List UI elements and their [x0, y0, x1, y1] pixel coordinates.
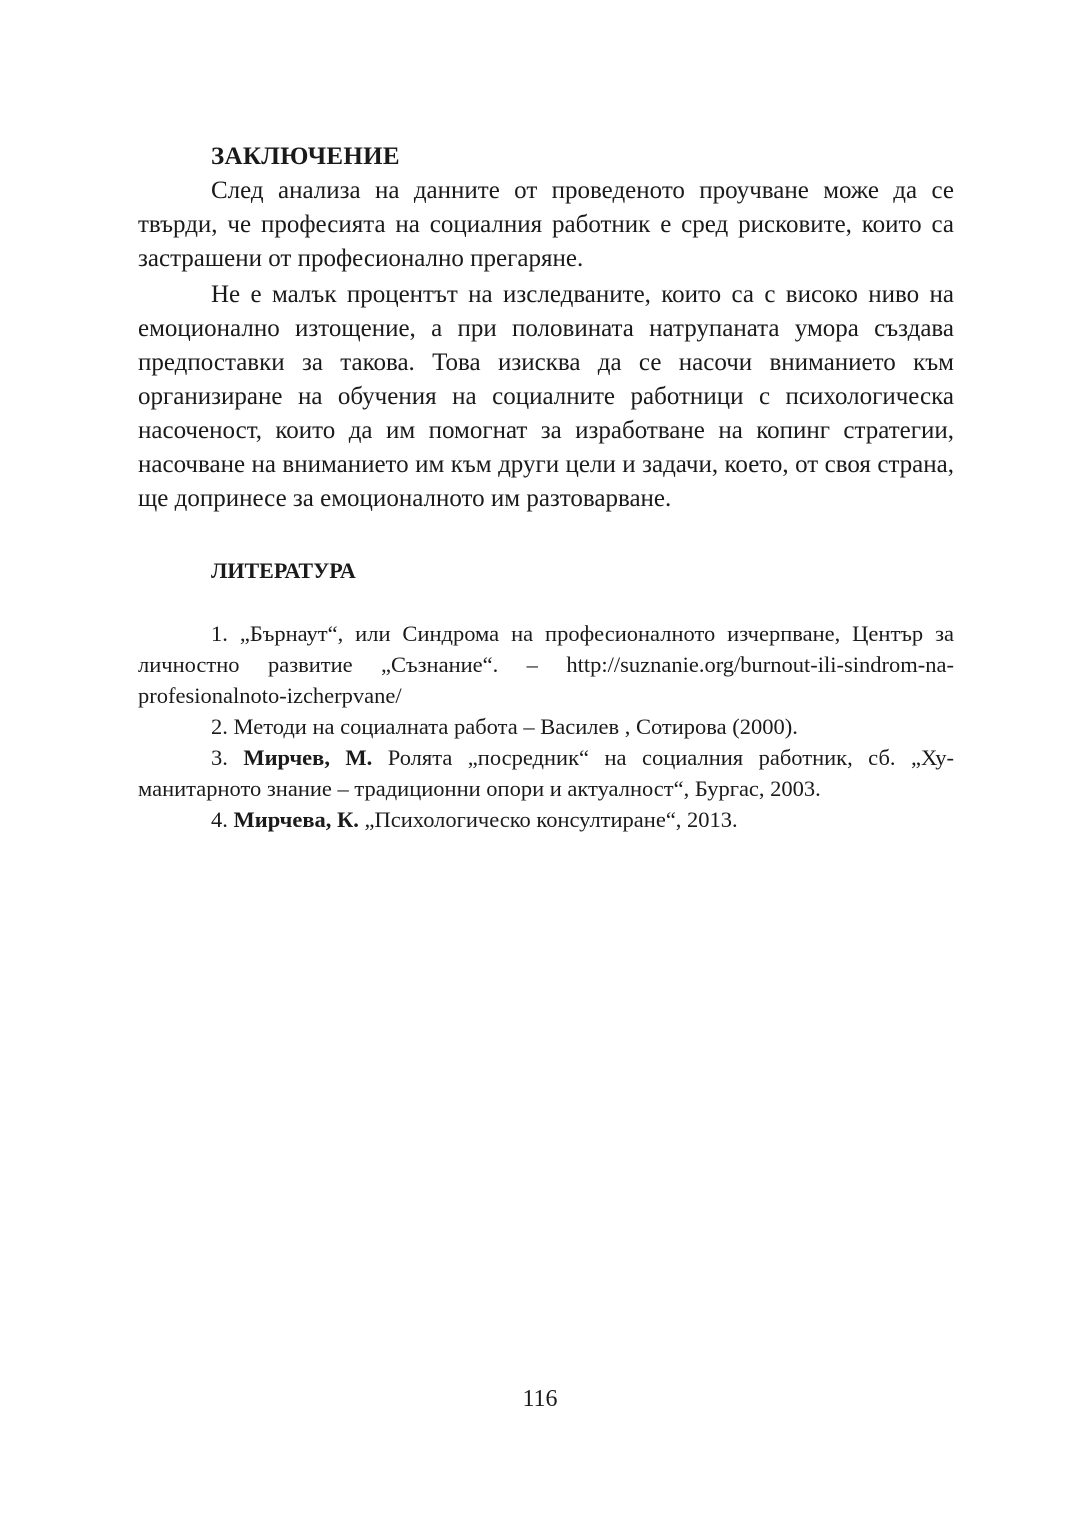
page-content — [138, 140, 954, 835]
conclusion-section — [138, 174, 954, 516]
reference-number: 2. — [211, 714, 228, 739]
conclusion-paragraph: След анализа на данните от проведеното проучване може да се твърди, че професията на социалния работник е сред рисковите, които са застрашени от професионално прегаряне. — [138, 177, 954, 272]
page-number: 116 — [522, 1386, 558, 1412]
reference-text: „Психологическо консултиране“, 2013. — [364, 807, 738, 832]
reference-list — [138, 618, 954, 835]
literature-heading: ЛИТЕРАТУРА — [211, 558, 356, 583]
reference-text: Методи на социалната работа – Василев , Сотирова (2000). — [233, 714, 798, 739]
reference-text: „Бърнаут“, или Синдрома на професионалното изчерпване, Център за личностно развитие „Съзнание“. – http://suznanie.org/burnout-ili-sindrom-na-profesionalnoto-izcherpvane/ — [138, 621, 955, 708]
reference-item — [138, 742, 954, 804]
reference-author: Мирчев, М. — [243, 745, 373, 770]
reference-number: 4. — [211, 807, 228, 832]
conclusion-paragraph: Не е малък процентът на изследваните, които са с високо ниво на емоционално изтощение, а при половината натрупаната умора създава предпоставки за такова. Това изисква да се насочи вниманието към организиране на обучения на социалните работници с психологическа насоченост, които да им помогнат за изработване на копинг стратегии, насочване на вниманието им към други цели и задачи, което, от своя страна, ще допринесе за емоционалното им разтоварване. — [138, 281, 954, 512]
reference-text: Ролята „посредник“ на социалния работник, сб. „Хуманитарното знание – традиционни опори и актуалност“, Бургас, 2003. — [138, 745, 954, 801]
reference-number: 3. — [211, 745, 228, 770]
reference-item — [138, 804, 954, 835]
reference-item — [138, 711, 954, 742]
reference-number: 1. — [211, 621, 228, 646]
conclusion-heading: ЗАКЛЮЧЕНИЕ — [211, 143, 400, 170]
reference-item — [138, 618, 954, 711]
reference-author: Мирчева, К. — [233, 807, 359, 832]
